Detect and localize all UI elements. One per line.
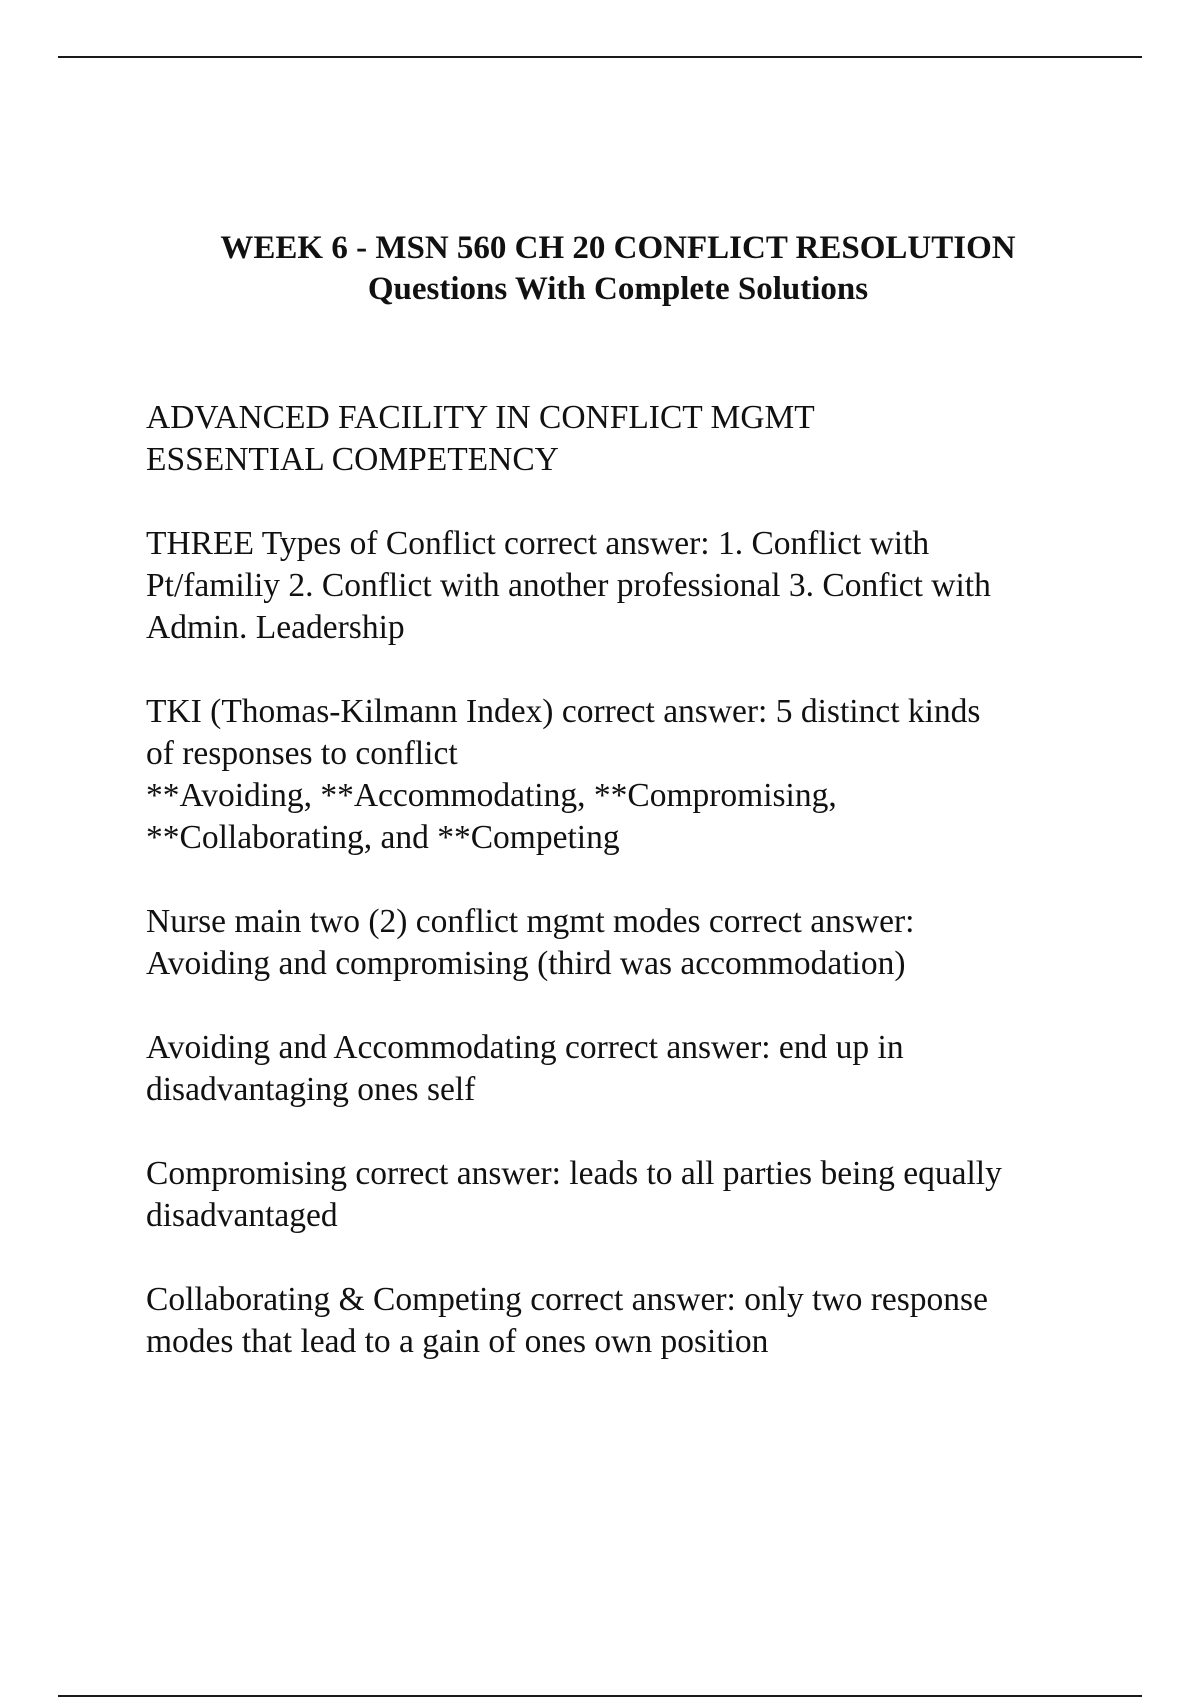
qa-item-collaborating-competing	[146, 1279, 1106, 1363]
qa-item-avoiding-accommodating	[146, 1027, 1106, 1111]
qa-line: **Avoiding, **Accommodating, **Compromising,	[146, 777, 837, 814]
footer-rule	[58, 1695, 1142, 1697]
qa-line: TKI (Thomas-Kilmann Index) correct answer: 5 distinct kinds	[146, 693, 981, 730]
header-rule	[58, 56, 1142, 58]
qa-line: Pt/familiy 2. Conflict with another professional 3. Confict with	[146, 567, 991, 604]
title-line-2: Questions With Complete Solutions	[367, 271, 869, 307]
section-line: ESSENTIAL COMPETENCY	[146, 441, 559, 478]
qa-item-compromising	[146, 1153, 1106, 1237]
section-line: ADVANCED FACILITY IN CONFLICT MGMT	[146, 399, 815, 436]
qa-line: disadvantaged	[146, 1197, 338, 1234]
document-title	[0, 228, 1200, 310]
qa-line: of responses to conflict	[146, 735, 458, 772]
qa-item-tki	[146, 691, 1106, 859]
qa-line: Nurse main two (2) conflict mgmt modes correct answer:	[146, 903, 915, 940]
title-line-1: WEEK 6 - MSN 560 CH 20 CONFLICT RESOLUTION	[220, 230, 1016, 266]
qa-line: Compromising correct answer: leads to all parties being equally	[146, 1155, 1002, 1192]
qa-item-types-of-conflict	[146, 523, 1106, 649]
qa-line: THREE Types of Conflict correct answer: 1. Conflict with	[146, 525, 930, 562]
qa-line: Avoiding and Accommodating correct answer: end up in	[146, 1029, 904, 1066]
qa-line: Admin. Leadership	[146, 609, 405, 646]
qa-line: disadvantaging ones self	[146, 1071, 476, 1108]
qa-item-nurse-modes	[146, 901, 1106, 985]
qa-line: Collaborating & Competing correct answer: only two response	[146, 1281, 988, 1318]
section-competency	[146, 397, 1106, 481]
qa-line: Avoiding and compromising (third was accommodation)	[146, 945, 906, 982]
document-body	[146, 397, 1106, 1405]
qa-line: modes that lead to a gain of ones own position	[146, 1323, 769, 1360]
qa-line: **Collaborating, and **Competing	[146, 819, 620, 856]
